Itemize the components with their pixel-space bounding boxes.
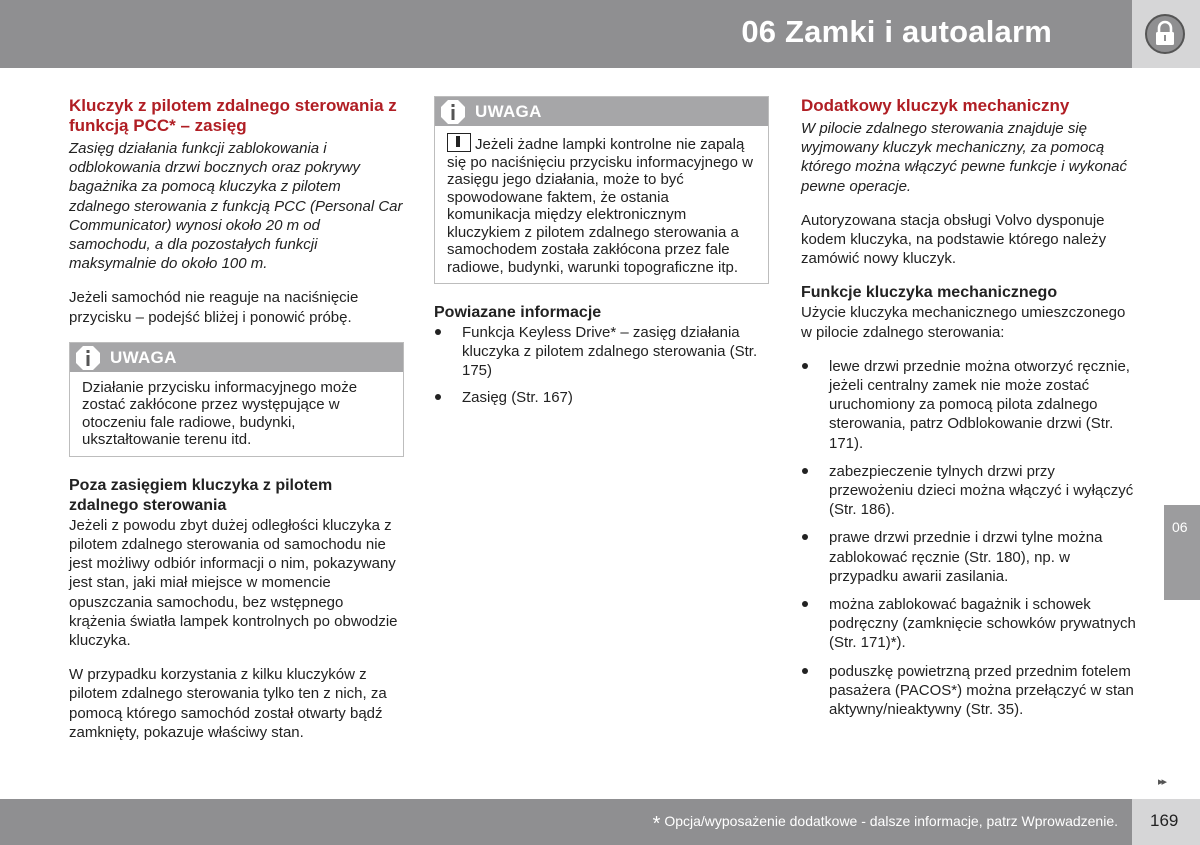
- warning-header: [435, 97, 768, 126]
- list-item: prawe drzwi przednie i drzwi tylne można zablokować ręcznie (Str. 180), np. w przypadku awarii zasilania.: [801, 528, 1136, 586]
- paragraph: Autoryzowana stacja obsługi Volvo dysponuje kodem kluczyka, na podstawie którego należy zamówić nowy kluczyk.: [801, 211, 1107, 268]
- chapter-icon-box: [1132, 0, 1200, 68]
- warning-info-icon: [440, 99, 466, 125]
- chapter-side-tab[interactable]: [1164, 505, 1200, 600]
- paragraph: Jeżeli z powodu zbyt dużej odległości kluczyka z pilotem zdalnego sterowania od samochodu nie jest możliwy odbiór informacji o nim, pokazywany jest stan, jaki miał miejsce w momencie opuszczania samochodu, bez wstępnego krążenia światła lampek kontrolnych po obwodzie kluczyka.: [69, 516, 398, 650]
- column-1: [69, 96, 404, 757]
- warning-body: [435, 126, 768, 283]
- warning-info-icon: [75, 345, 101, 371]
- warning-box: [69, 342, 404, 457]
- warning-header: [70, 343, 403, 372]
- section-heading-mechanical-key: Dodatkowy kluczyk mechaniczny: [801, 96, 1070, 115]
- next-page-arrows-icon: ▸▸: [1158, 776, 1166, 788]
- list-item: można zablokować bagażnik i schowek podręczny (zamknięcie schowków prywatnych (Str. 171)*).: [801, 595, 1136, 653]
- footer-note-text: Opcja/wyposażenie dodatkowe - dalsze informacje, patrz Wprowadzenie.: [664, 813, 1118, 829]
- intro-text: W pilocie zdalnego sterowania znajduje się wyjmowany kluczyk mechaniczny, za pomocą którego można włączyć pewne funkcje i wykonać pewne operacje.: [801, 120, 1127, 195]
- list-item: lewe drzwi przednie można otworzyć ręcznie, jeżeli centralny zamek nie może zostać uruchomiony za pomocą pilota zdalnego sterowania, patrz Odblokowanie drzwi (Str. 171).: [801, 357, 1136, 453]
- warning-box: [434, 96, 769, 284]
- related-list: [434, 323, 769, 407]
- asterisk-mark: *: [652, 813, 661, 835]
- list-item: zabezpieczenie tylnych drzwi przy przewożeniu dzieci można włączyć i wyłączyć (Str. 186).: [801, 462, 1136, 520]
- subheading-key-functions: Funkcje kluczyka mechanicznego: [801, 284, 1058, 302]
- subheading-out-of-range: Poza zasięgiem kluczyka z pilotem zdalnego sterowania: [69, 476, 333, 514]
- list-item: poduszkę powietrzną przed przednim fotelem pasażera (PACOS*) można przełączyć w stan aktywny/nieaktywny (Str. 35).: [801, 662, 1136, 720]
- paragraph: Jeżeli samochód nie reaguje na naciśnięcie przycisku – podejść bliżej i ponowić próbę.: [69, 289, 359, 326]
- column-2: [434, 96, 769, 414]
- warning-title: UWAGA: [110, 347, 177, 367]
- page-number: 169: [1150, 811, 1179, 830]
- section-heading-pcc-range: Kluczyk z pilotem zdalnego sterowania z funkcją PCC* – zasięg: [69, 96, 397, 135]
- footer-note: [653, 813, 1118, 836]
- page-number-box: [1132, 799, 1200, 845]
- paragraph: Użycie kluczyka mechanicznego umieszczonego w pilocie zdalnego sterowania:: [801, 304, 1126, 341]
- footer-bar: [0, 799, 1132, 845]
- functions-list: [801, 357, 1136, 719]
- header-bar: [0, 0, 1132, 68]
- warning-title: UWAGA: [475, 102, 542, 121]
- info-indicator-icon: [447, 133, 471, 152]
- intro-text: Zasięg działania funkcji zablokowania i odblokowania drzwi bocznych oraz pokrywy bagażnika za pomocą kluczyka z pilotem zdalnego sterowania z funkcją PCC (Personal Car Communicator) wynosi około 20 m od samochodu, a dla pozostałych funkcji maksymalnie do około 100 m.: [69, 140, 403, 273]
- lock-icon: [1143, 13, 1187, 55]
- side-tab-label: 06: [1172, 519, 1188, 535]
- column-3: [801, 96, 1136, 728]
- related-info-heading: Powiazane informacje: [434, 304, 602, 321]
- paragraph: W przypadku korzystania z kilku kluczyków z pilotem zdalnego sterowania tylko ten z nich, za pomocą którego samochód został otwarty bądź zamknięty, pokazuje właściwy stan.: [69, 666, 387, 741]
- related-link[interactable]: Funkcja Keyless Drive* – zasięg działania kluczyka z pilotem zdalnego sterowania (Str. 175): [434, 323, 769, 381]
- warning-text: Jeżeli żadne lampki kontrolne nie zapalą się po naciśnięciu przycisku informacyjnego w zasięgu jego działania, może to być spowodowane faktem, że ostania komunikacja między elektronicznym kluczykiem z pilotem zdalnego sterowania a samochodem została zakłócona przez fale radiowe, budynki, warunki topograficzne itp.: [447, 136, 753, 276]
- warning-text: Działanie przycisku informacyjnego może zostać zakłócone przez występujące w otoczeniu fale radiowe, budynki, ukształtowanie terenu itd.: [82, 378, 358, 449]
- chapter-title: 06 Zamki i autoalarm: [741, 14, 1052, 49]
- related-link[interactable]: Zasięg (Str. 167): [434, 388, 769, 407]
